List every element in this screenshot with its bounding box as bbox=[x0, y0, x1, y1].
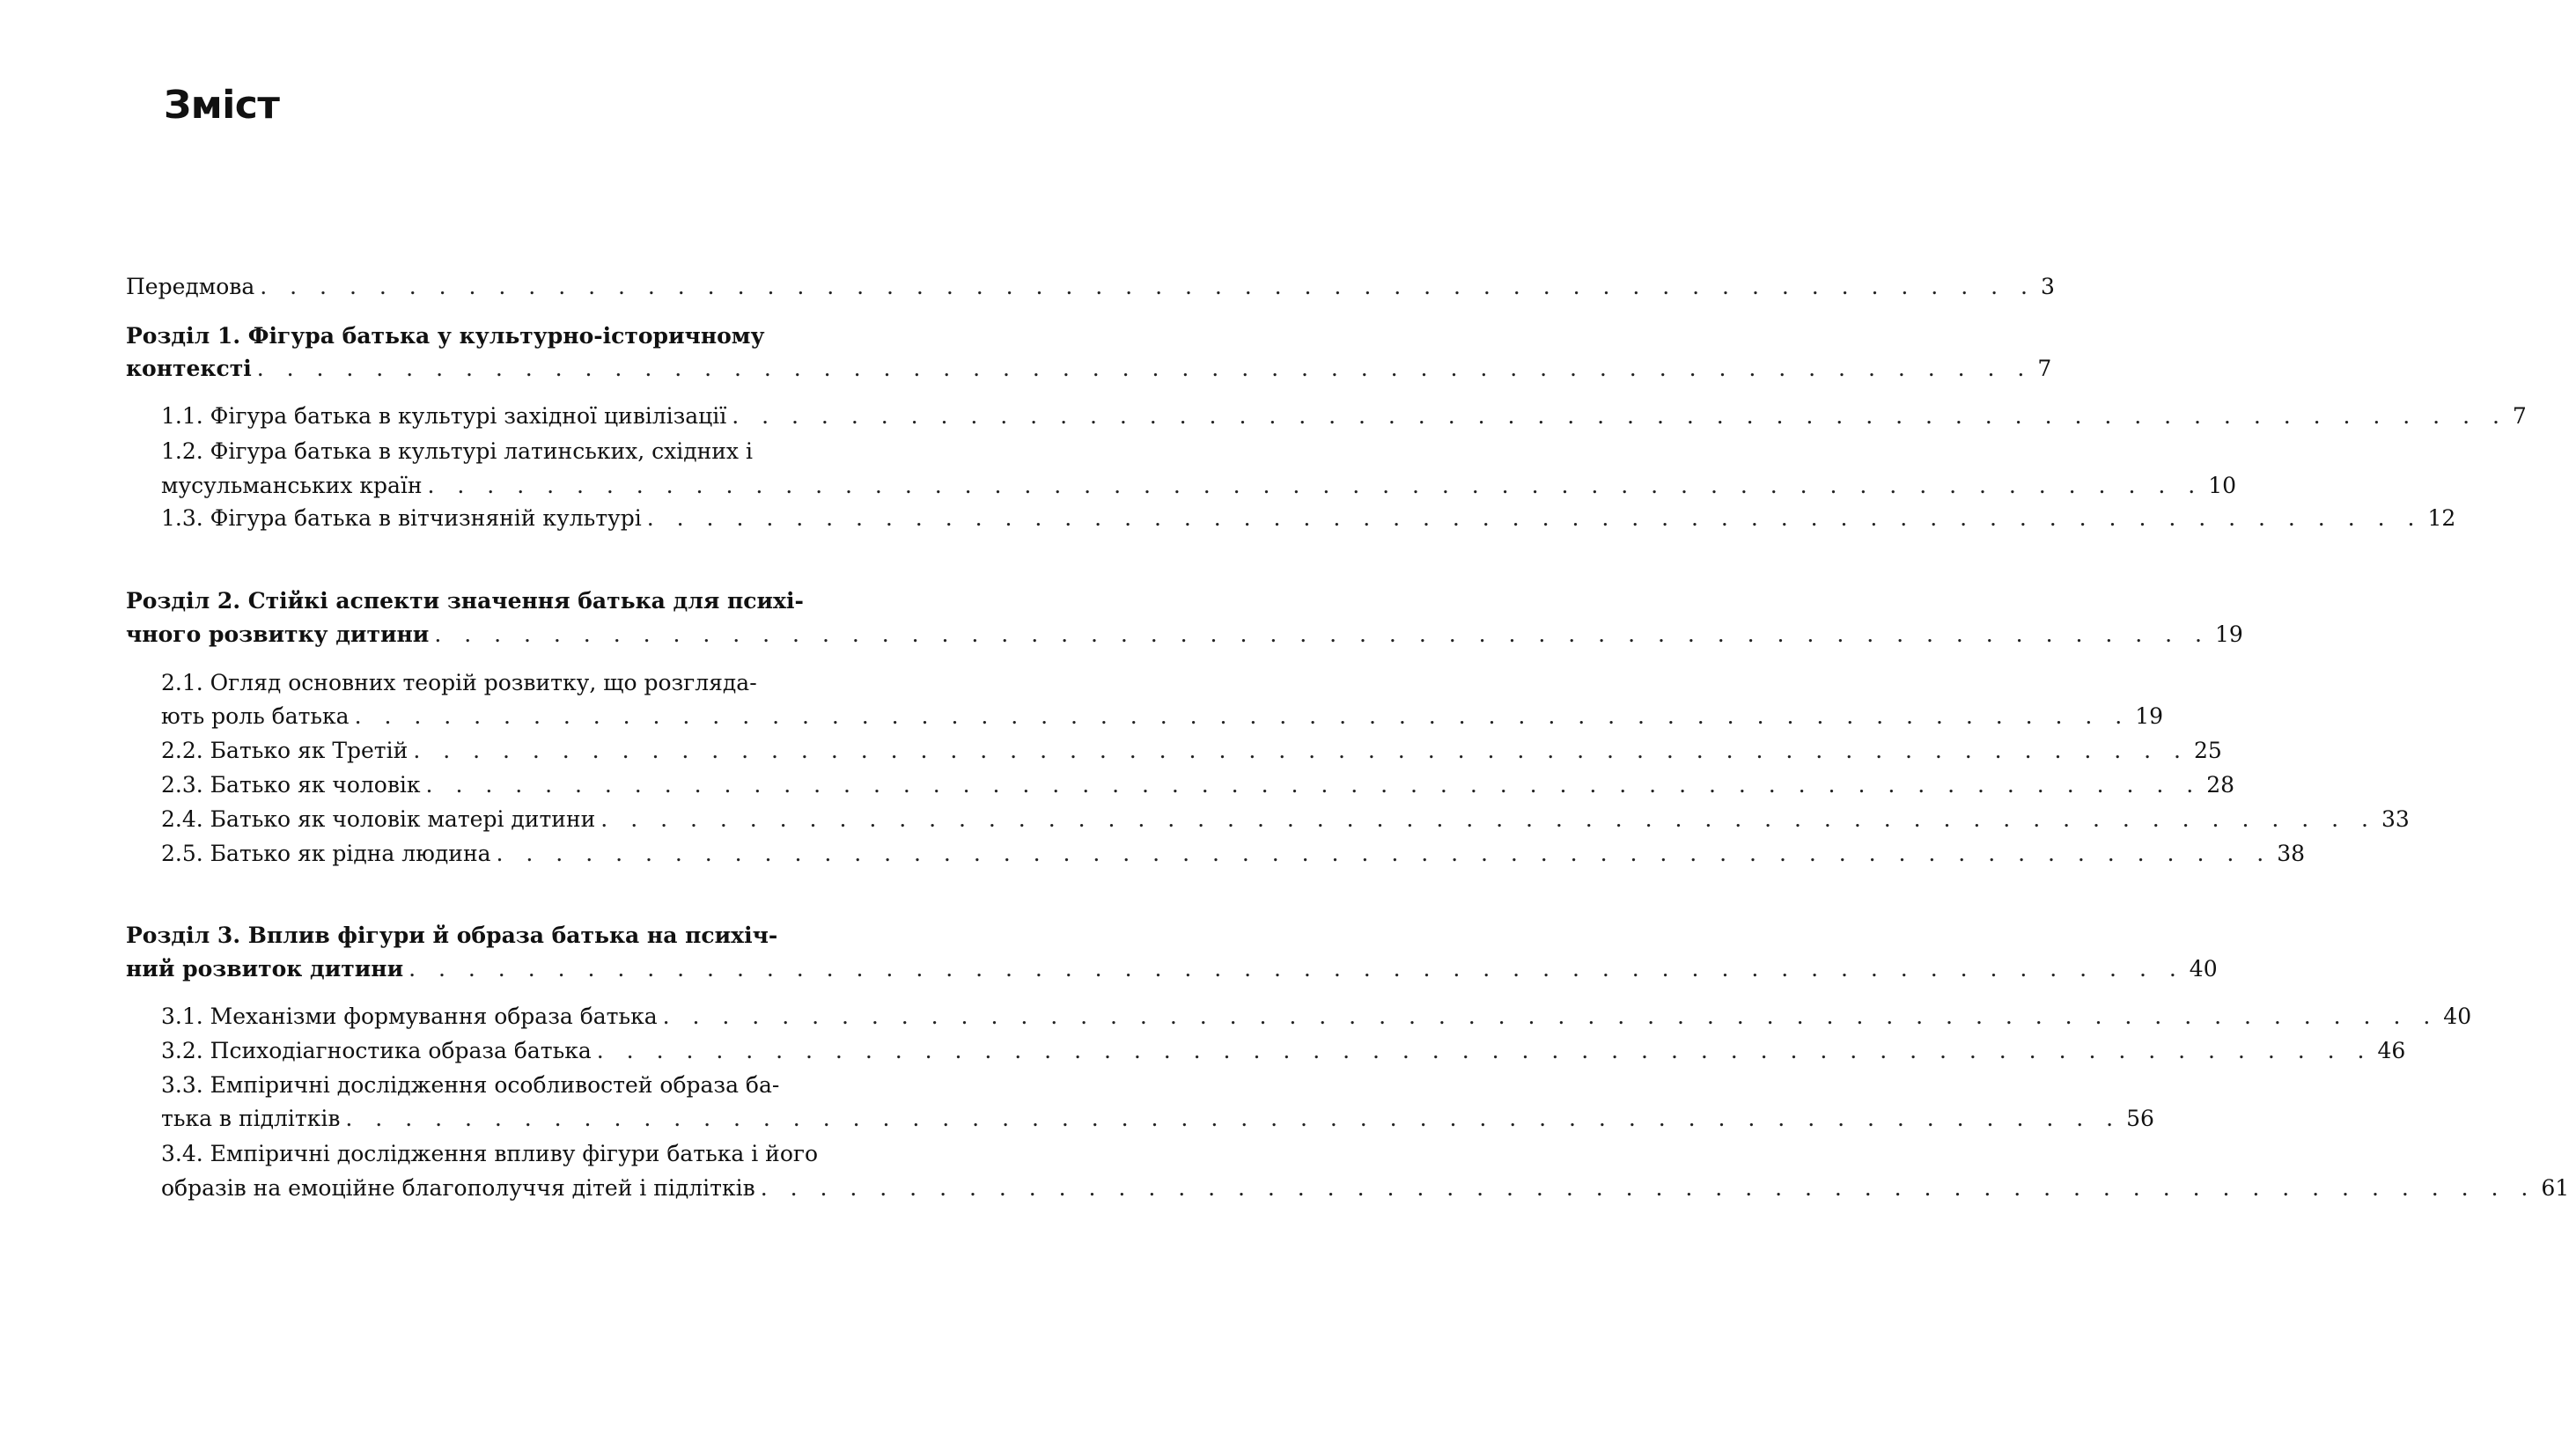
toc-entry-text: контексті bbox=[126, 356, 252, 381]
toc-entry-text: Передмова bbox=[126, 274, 255, 299]
toc-chapter-3-line-2[interactable] bbox=[126, 952, 2218, 987]
toc-chapter-1-line-1[interactable] bbox=[126, 319, 881, 354]
toc-entry-text: 1.2. Фігура батька в культурі латинських, східних і bbox=[161, 438, 753, 464]
toc-entry-text: Розділ 1. Фігура батька у культурно-історичному bbox=[126, 323, 765, 349]
page-number: 19 bbox=[2135, 703, 2164, 729]
page-number: 7 bbox=[2512, 403, 2527, 429]
toc-entry-text: Розділ 3. Вплив фігури й образа батька на психіч- bbox=[126, 923, 778, 948]
dot-leader: . . . . . . . . . . . . . . . . . . . . . . . . . . . . . . . . . . . . . . . . . . . . . . . . . . . . . . . . . . . . bbox=[425, 772, 2202, 798]
toc-entry-text: Розділ 2. Стійкі аспекти значення батька для психі- bbox=[126, 588, 804, 614]
dot-leader: . . . . . . . . . . . . . . . . . . . . . . . . . . . . . . . . . . . . . . . . . . . . . . . . . . . . . . . . . . . . bbox=[409, 956, 2184, 982]
page-number: 19 bbox=[2215, 621, 2243, 647]
toc-entry-text: 2.4. Батько як чоловік матері дитини bbox=[161, 806, 596, 832]
toc-section-2-4[interactable] bbox=[161, 802, 2410, 837]
toc-section-2-3[interactable] bbox=[161, 768, 2235, 803]
page-title: Зміст bbox=[164, 83, 280, 128]
toc-section-1-1[interactable] bbox=[161, 399, 2527, 434]
toc-section-3-4-line-2[interactable] bbox=[161, 1171, 2569, 1206]
toc-section-3-3-line-1[interactable] bbox=[161, 1068, 881, 1103]
dot-leader: . . . . . . . . . . . . . . . . . . . . . . . . . . . . . . . . . . . . . . . . . . . . . . . . . . . . . . . . . . . . bbox=[427, 473, 2204, 498]
toc-entry-text: 2.1. Огляд основних теорій розвитку, що розгляда- bbox=[161, 670, 757, 695]
toc-entry-text: чного розвитку дитини bbox=[126, 621, 430, 647]
toc-section-2-1-line-2[interactable] bbox=[161, 699, 2164, 734]
toc-section-3-3-line-2[interactable] bbox=[161, 1101, 2154, 1136]
toc-entry-foreword[interactable] bbox=[126, 269, 2055, 305]
toc-entry-text: 2.2. Батько як Третій bbox=[161, 738, 409, 763]
toc-chapter-3-line-1[interactable] bbox=[126, 918, 881, 953]
page-number: 12 bbox=[2427, 505, 2456, 531]
dot-leader: . . . . . . . . . . . . . . . . . . . . . . . . . . . . . . . . . . . . . . . . . . . . . . . . . . . . . . . . . . . . bbox=[260, 274, 2035, 299]
page-number: 56 bbox=[2126, 1106, 2154, 1131]
page-number: 25 bbox=[2193, 738, 2222, 763]
toc-entry-text: 1.1. Фігура батька в культурі західної цивілізації bbox=[161, 403, 727, 429]
dot-leader: . . . . . . . . . . . . . . . . . . . . . . . . . . . . . . . . . . . . . . . . . . . . . . . . . . . . . . . . . . . . bbox=[434, 621, 2210, 647]
toc-entry-text: 3.2. Психодіагностика образа батька bbox=[161, 1038, 592, 1063]
dot-leader: . . . . . . . . . . . . . . . . . . . . . . . . . . . . . . . . . . . . . . . . . . . . . . . . . . . . . . . . . . . . bbox=[646, 505, 2423, 531]
toc-entry-text: мусульманських країн bbox=[161, 473, 423, 498]
page-number: 40 bbox=[2189, 956, 2218, 982]
toc-entry-text: ють роль батька bbox=[161, 703, 350, 729]
dot-leader: . . . . . . . . . . . . . . . . . . . . . . . . . . . . . . . . . . . . . . . . . . . . . . . . . . . . . . . . . . . . bbox=[496, 841, 2272, 866]
toc-entry-text: тька в підлітків bbox=[161, 1106, 341, 1131]
toc-section-1-2-line-2[interactable] bbox=[161, 468, 2236, 504]
dot-leader: . . . . . . . . . . . . . . . . . . . . . . . . . . . . . . . . . . . . . . . . . . . . . . . . . . . . . . . . . . . . bbox=[345, 1106, 2122, 1131]
dot-leader: . . . . . . . . . . . . . . . . . . . . . . . . . . . . . . . . . . . . . . . . . . . . . . . . . . . . . . . . . . . . bbox=[256, 356, 2033, 381]
toc-section-2-5[interactable] bbox=[161, 836, 2305, 871]
page-number: 7 bbox=[2037, 356, 2052, 381]
toc-section-2-1-line-1[interactable] bbox=[161, 665, 881, 701]
page-number: 40 bbox=[2443, 1004, 2472, 1029]
dot-leader: . . . . . . . . . . . . . . . . . . . . . . . . . . . . . . . . . . . . . . . . . . . . . . . . . . . . . . . . . . . . bbox=[596, 1038, 2373, 1063]
toc-entry-text: ний розвиток дитини bbox=[126, 956, 404, 982]
page-number: 10 bbox=[2208, 473, 2236, 498]
toc-chapter-2-line-1[interactable] bbox=[126, 584, 881, 619]
dot-leader: . . . . . . . . . . . . . . . . . . . . . . . . . . . . . . . . . . . . . . . . . . . . . . . . . . . . . . . . . . . . bbox=[732, 403, 2507, 429]
toc-section-3-2[interactable] bbox=[161, 1033, 2406, 1069]
dot-leader: . . . . . . . . . . . . . . . . . . . . . . . . . . . . . . . . . . . . . . . . . . . . . . . . . . . . . . . . . . . . bbox=[354, 703, 2131, 729]
toc-chapter-2-line-2[interactable] bbox=[126, 617, 2243, 652]
page-number: 33 bbox=[2381, 806, 2410, 832]
dot-leader: . . . . . . . . . . . . . . . . . . . . . . . . . . . . . . . . . . . . . . . . . . . . . . . . . . . . . . . . . . . . bbox=[600, 806, 2376, 832]
toc-section-1-3[interactable] bbox=[161, 501, 2456, 536]
toc-entry-text: 2.5. Батько як рідна людина bbox=[161, 841, 491, 866]
toc-entry-text: образів на емоційне благополуччя дітей і підлітків bbox=[161, 1175, 755, 1201]
toc-section-2-2[interactable] bbox=[161, 733, 2222, 768]
toc-entry-text: 2.3. Батько як чоловік bbox=[161, 772, 421, 798]
dot-leader: . . . . . . . . . . . . . . . . . . . . . . . . . . . . . . . . . . . . . . . . . . . . . . . . . . . . . . . . . . . . bbox=[413, 738, 2189, 763]
toc-section-3-1[interactable] bbox=[161, 999, 2472, 1034]
toc-section-1-2-line-1[interactable] bbox=[161, 434, 881, 469]
toc-chapter-1-line-2[interactable] bbox=[126, 351, 2052, 386]
page-number: 28 bbox=[2206, 772, 2235, 798]
toc-section-3-4-line-1[interactable] bbox=[161, 1136, 881, 1172]
toc-entry-text: 1.3. Фігура батька в вітчизняній культурі bbox=[161, 505, 642, 531]
dot-leader: . . . . . . . . . . . . . . . . . . . . . . . . . . . . . . . . . . . . . . . . . . . . . . . . . . . . . . . . . . . . bbox=[662, 1004, 2439, 1029]
dot-leader: . . . . . . . . . . . . . . . . . . . . . . . . . . . . . . . . . . . . . . . . . . . . . . . . . . . . . . . . . . . . bbox=[760, 1175, 2536, 1201]
toc-entry-text: 3.1. Механізми формування образа батька bbox=[161, 1004, 658, 1029]
page-number: 3 bbox=[2040, 274, 2055, 299]
toc-entry-text: 3.4. Емпіричні дослідження впливу фігури батька і його bbox=[161, 1141, 819, 1166]
page-number: 46 bbox=[2377, 1038, 2406, 1063]
page-number: 38 bbox=[2277, 841, 2305, 866]
toc-entry-text: 3.3. Емпіричні дослідження особливостей образа ба- bbox=[161, 1072, 780, 1098]
page-number: 61 bbox=[2541, 1175, 2569, 1201]
